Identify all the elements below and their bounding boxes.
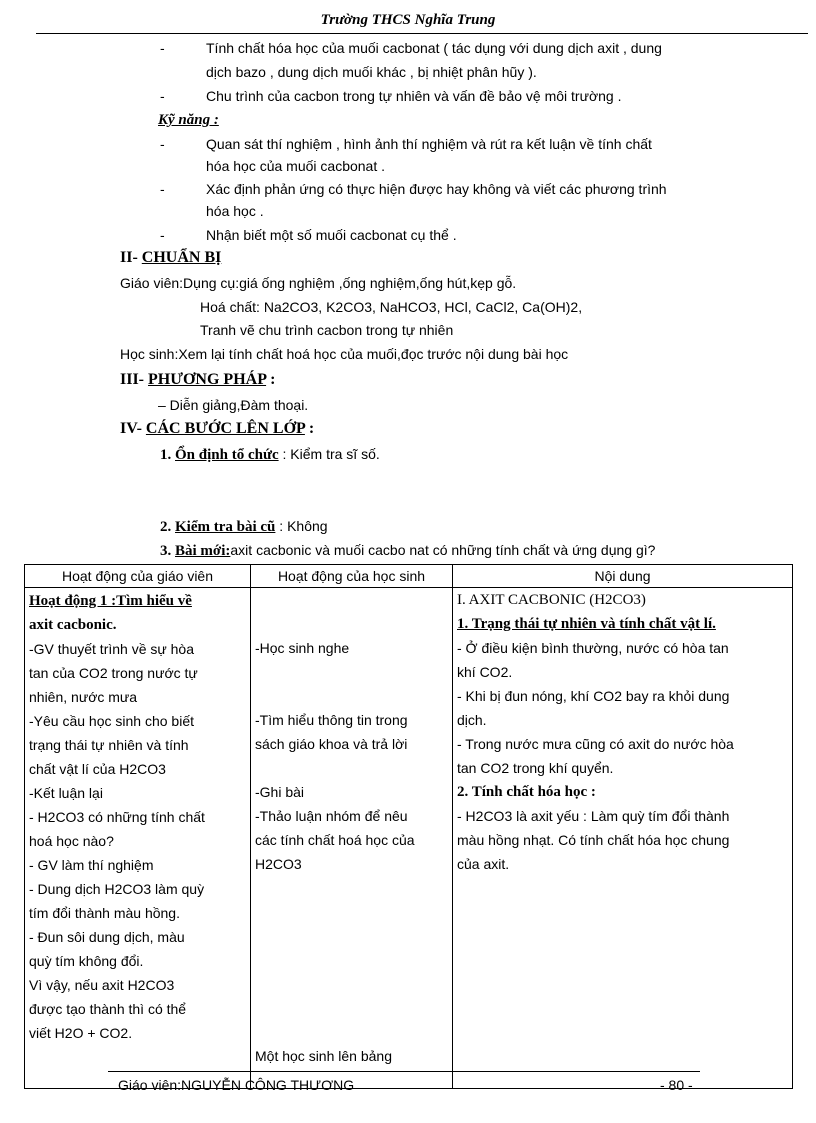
- footer-teacher: Giáo viên:NGUYỄN CÔNG THƯƠNG: [118, 1077, 355, 1093]
- step-3: 3. Bài mới:axit cacbonic và muối cacbo nat có những tính chất và ứng dụng gì?: [160, 542, 656, 559]
- student-activities-cell: [251, 588, 453, 1089]
- content-section-acid-title: I. AXIT CACBONIC (H2CO3): [457, 592, 646, 608]
- step-1: 1. Ổn định tổ chức : Kiểm tra sĩ số.: [160, 446, 380, 463]
- content-line: của axit.: [457, 856, 510, 872]
- content-line: - Ở điều kiện bình thường, nước có hòa tan: [457, 640, 729, 656]
- table-row: [25, 588, 793, 1089]
- skill-item-1-line-1: Quan sát thí nghiệm , hình ảnh thí nghiệm và rút ra kết luận về tính chất: [206, 136, 652, 152]
- column-header-content: Nội dung: [453, 565, 793, 588]
- student-line: Một học sinh lên bảng: [255, 1048, 392, 1064]
- chemical-formula: NaHCO3: [379, 299, 437, 315]
- page-number: - 80 -: [660, 1077, 693, 1093]
- student-line: sách giáo khoa và trả lời: [255, 736, 408, 752]
- bullet-dash: -: [160, 227, 165, 243]
- teacher-line: tan của CO2 trong nước tự: [29, 665, 198, 681]
- teacher-line: - H2CO3 có những tính chất: [29, 809, 205, 825]
- content-line: - Trong nước mưa cũng có axit do nước hòa: [457, 736, 734, 752]
- bullet-dash: -: [160, 136, 165, 152]
- activity-1-title: Hoạt động 1 :Tìm hiểu về: [29, 593, 192, 609]
- school-header: Trường THCS Nghĩa Trung: [320, 12, 496, 28]
- chemical-formula: HCl: [444, 299, 468, 315]
- content-line: - Khi bị đun nóng, khí CO2 bay ra khỏi dung: [457, 688, 730, 704]
- footer-divider: [108, 1071, 700, 1072]
- skill-item-2-line-2: hóa học .: [206, 203, 264, 219]
- teacher-line: - Đun sôi dung dịch, màu: [29, 929, 185, 945]
- column-header-teacher: Hoạt động của giáo viên: [25, 565, 251, 588]
- teacher-line: nhiên, nước mưa: [29, 689, 138, 705]
- content-line: dịch.: [457, 712, 487, 728]
- teacher-line: - Dung dịch H2CO3 làm quỳ: [29, 881, 205, 897]
- teacher-line: -Yêu cầu học sinh cho biết: [29, 713, 194, 729]
- skill-item-3: Nhận biết một số muối cacbonat cụ thể .: [206, 227, 457, 243]
- table-header-row: [25, 565, 793, 588]
- teacher-line: - GV làm thí nghiệm: [29, 857, 154, 873]
- carbon-cycle-chart-line: Tranh vẽ chu trình cacbon trong tự nhiên: [200, 322, 454, 338]
- skill-item-1-line-2: hóa học của muối cacbonat .: [206, 158, 386, 174]
- chemical-formula: CaCl2: [475, 299, 515, 315]
- section-preparation-heading: II- CHUẨN BỊ: [120, 249, 222, 266]
- teacher-line: hoá học nào?: [29, 833, 114, 849]
- student-line: các tính chất hoá học của: [255, 832, 415, 848]
- teacher-line: viết H2O + CO2.: [29, 1025, 133, 1041]
- chemical-formula: K2CO3: [326, 299, 372, 315]
- skills-heading: Kỹ năng :: [158, 112, 219, 128]
- teacher-line: chất vật lí của H2CO3: [29, 761, 166, 777]
- skill-item-2-line-1: Xác định phản ứng có thực hiện được hay không và viết các phương trình: [206, 181, 667, 197]
- content-cell: [453, 588, 793, 1089]
- teacher-line: được tạo thành thì có thể: [29, 1001, 187, 1017]
- student-preparation-line: Học sinh:Xem lại tính chất hoá học của muối,đọc trước nội dung bài học: [120, 346, 569, 362]
- method-text: – Diễn giảng,Đàm thoại.: [158, 397, 309, 413]
- content-line: màu hồng nhạt. Có tính chất hóa học chung: [457, 832, 730, 848]
- bullet-dash: -: [160, 88, 165, 104]
- activity-1-subtitle: axit cacbonic.: [29, 617, 117, 633]
- student-line: -Học sinh nghe: [255, 640, 350, 656]
- teacher-line: tím đổi thành màu hồng.: [29, 905, 180, 921]
- content-line: khí CO2.: [457, 664, 513, 680]
- content-subsection-2: 2. Tính chất hóa học :: [457, 784, 596, 800]
- student-line: -Ghi bài: [255, 784, 305, 800]
- activity-table: [24, 564, 793, 1089]
- bullet-dash: -: [160, 40, 165, 56]
- knowledge-item-1-line-2: dịch bazo , dung dịch muối khác , bị nhiệt phân hũy ).: [206, 64, 537, 80]
- column-header-student: Hoạt động của học sinh: [251, 565, 453, 588]
- chemical-formula: Ca(OH)2: [522, 299, 579, 315]
- content-line: - H2CO3 là axit yếu : Làm quỳ tím đổi thành: [457, 808, 730, 824]
- header-divider: [36, 33, 808, 34]
- section-steps-heading: IV- CÁC BƯỚC LÊN LỚP :: [120, 420, 315, 437]
- content-line: tan CO2 trong khí quyển.: [457, 760, 614, 776]
- teacher-tools-line: Giáo viên:Dụng cụ:giá ống nghiệm ,ống nghiệm,ống hút,kẹp gỗ.: [120, 275, 517, 291]
- step-2: 2. Kiểm tra bài cũ : Không: [160, 518, 328, 535]
- teacher-line: -Kết luận lại: [29, 785, 103, 801]
- student-line: -Tìm hiểu thông tin trong: [255, 712, 408, 728]
- teacher-line: Vì vậy, nếu axit H2CO3: [29, 977, 175, 993]
- student-line: H2CO3: [255, 856, 302, 872]
- content-subsection-1: 1. Trạng thái tự nhiên và tính chất vật lí.: [457, 616, 716, 632]
- teacher-line: quỳ tím không đổi.: [29, 953, 144, 969]
- section-method-heading: III- PHƯƠNG PHÁP :: [120, 371, 276, 388]
- teacher-line: trạng thái tự nhiên và tính: [29, 737, 189, 753]
- student-line: -Thảo luận nhóm để nêu: [255, 808, 408, 824]
- bullet-dash: -: [160, 181, 165, 197]
- knowledge-item-1-line-1: Tính chất hóa học của muối cacbonat ( tác dụng với dung dịch axit , dung: [206, 40, 662, 56]
- teacher-activities-cell: [25, 588, 251, 1089]
- teacher-line: -GV thuyết trình về sự hòa: [29, 641, 195, 657]
- knowledge-item-2: Chu trình của cacbon trong tự nhiên và vấn đề bảo vệ môi trường .: [206, 88, 622, 104]
- chemical-formula: Na2CO3: [263, 299, 319, 315]
- chemicals-line: Hoá chất: Na2CO3, K2CO3, NaHCO3, HCl, CaCl2, Ca(OH)2,: [200, 299, 583, 315]
